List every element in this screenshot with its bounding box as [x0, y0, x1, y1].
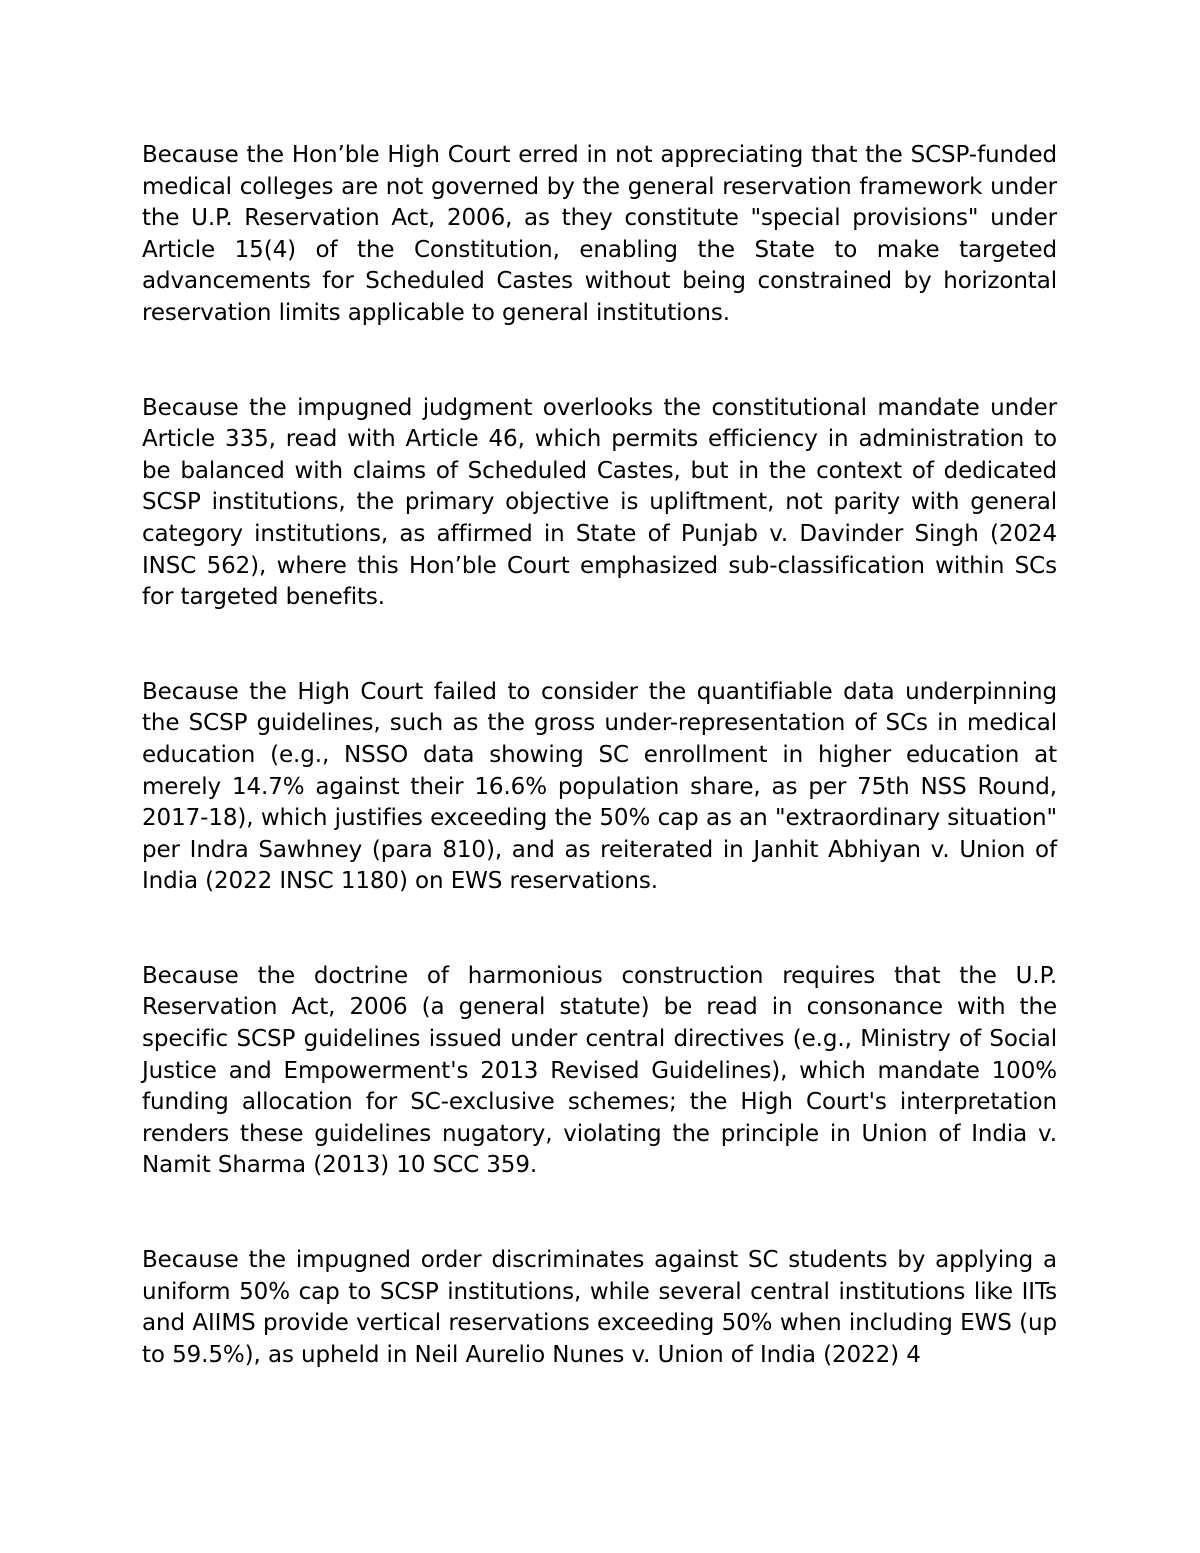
paragraph-3: Because the High Court failed to consider the quantifiable data underpinning the SCSP guidelines, such as the gross under-representation of SCs in medical education (e.g., NSSO data showing SC enrollment in higher education at merely 14.7% against their 16.6% population share, as per 75th NSS Round, 2017-18), which justifies exceeding the 50% cap as an "extraordinary situation" per Indra Sawhney (para 810), and as reiterated in Janhit Abhiyan v. Union of India (2022 INSC 1180) on EWS reservations.: [142, 678, 1057, 895]
paragraph-5: Because the impugned order discriminates against SC students by applying a uniform 50% cap to SCSP institutions, while several central institutions like IITs and AIIMS provide vertical reservations exceeding 50% when including EWS (up to 59.5%), as upheld in Neil Aurelio Nunes v. Union of India (2022) 4: [142, 1247, 1057, 1368]
paragraph-2: Because the impugned judgment overlooks the constitutional mandate under Article 335, read with Article 46, which permits efficiency in administration to be balanced with claims of Scheduled Castes, but in the context of dedicated SCSP institutions, the primary objective is upliftment, not parity with general category institutions, as affirmed in State of Punjab v. Davinder Singh (2024 INSC 562), where this Hon’ble Court emphasized sub-classification within SCs for targeted benefits.: [142, 394, 1057, 611]
paragraph-4: Because the doctrine of harmonious construction requires that the U.P. Reservation Act, 2006 (a general statute) be read in consonance with the specific SCSP guidelines issued under central directives (e.g., Ministry of Social Justice and Empowerment's 2013 Revised Guidelines), which mandate 100% funding allocation for SC-exclusive schemes; the High Court's interpretation renders these guidelines nugatory, violating the principle in Union of India v. Namit Sharma (2013) 10 SCC 359.: [142, 962, 1057, 1179]
paragraph-1: Because the Hon’ble High Court erred in not appreciating that the SCSP-funded medical colleges are not governed by the general reservation framework under the U.P. Reservation Act, 2006, as they constitute "special provisions" under Article 15(4) of the Constitution, enabling the State to make targeted advancements for Scheduled Castes without being constrained by horizontal reservation limits applicable to general institutions.: [142, 142, 1057, 326]
document-body: [142, 140, 1057, 1371]
